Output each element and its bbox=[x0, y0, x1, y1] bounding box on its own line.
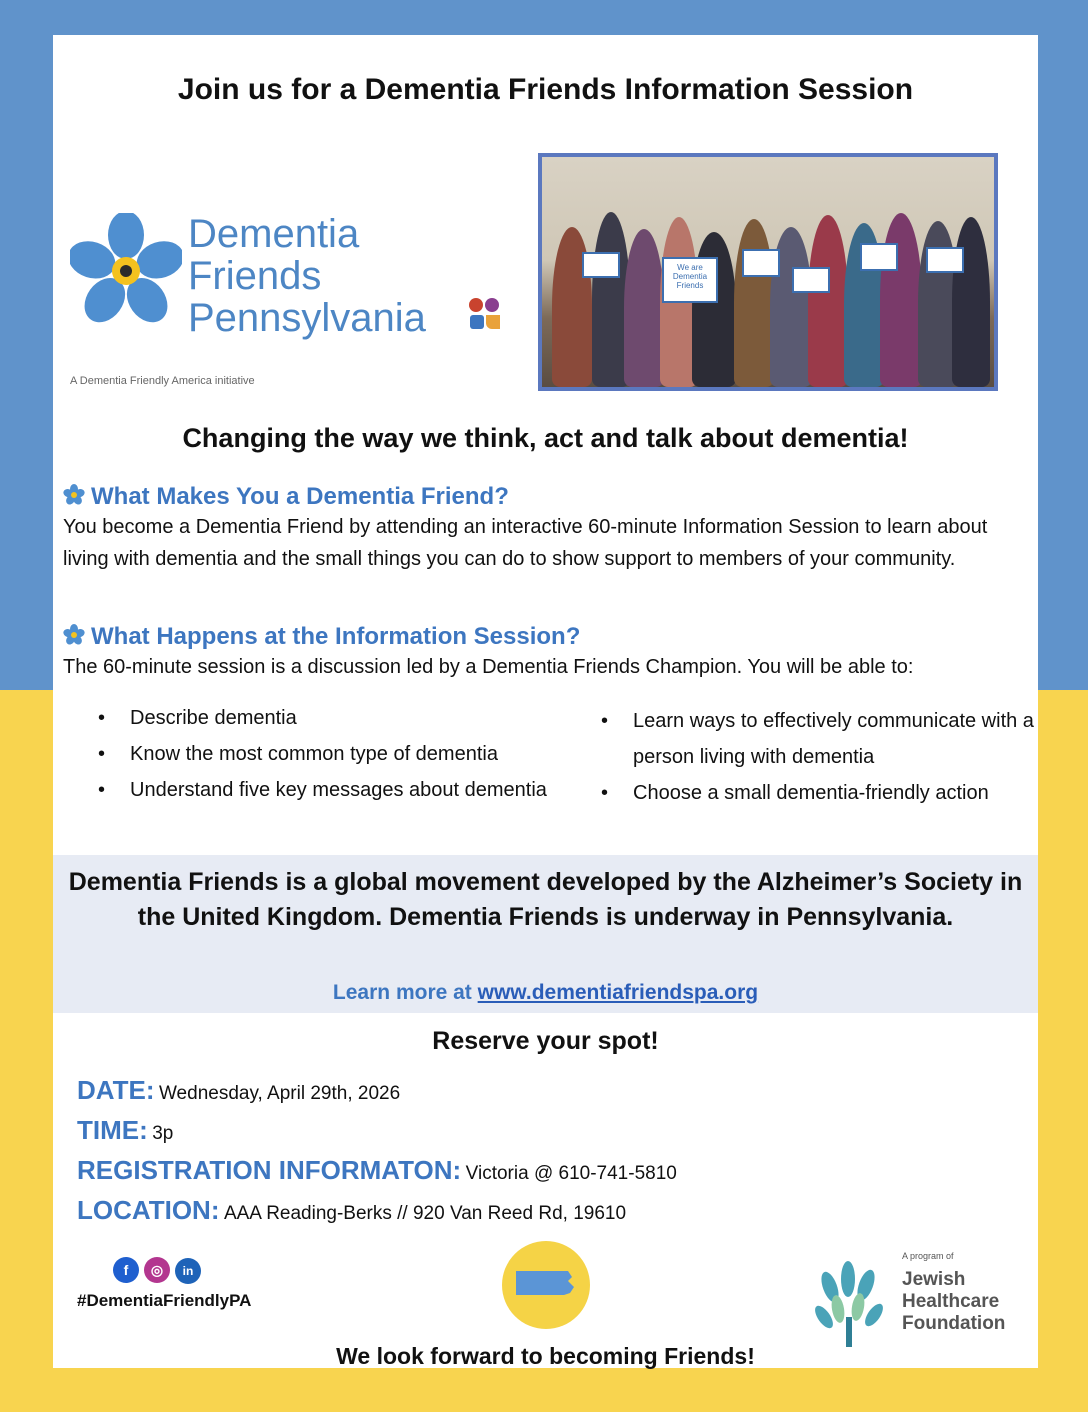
pennsylvania-map-icon bbox=[502, 1241, 590, 1329]
section1-heading: What Makes You a Dementia Friend? bbox=[91, 483, 509, 510]
bullet-list-left bbox=[98, 700, 568, 808]
logo-wordmark bbox=[188, 213, 426, 339]
detail-location bbox=[77, 1195, 626, 1226]
group-photo bbox=[538, 153, 998, 391]
date-label: DATE: bbox=[77, 1075, 155, 1105]
info-band bbox=[53, 855, 1038, 1013]
section1-body: You become a Dementia Friend by attending an interactive 60-minute Information Session to learn about living with dementia and the small things you can do to show support to members of your community. bbox=[63, 516, 988, 570]
list-item: • Understand five key messages about dementia bbox=[98, 772, 568, 808]
band-text: Dementia Friends is a global movement developed by the Alzheimer’s Society in the United Kingdom. Dementia Friends is underway in Pennsylvania. bbox=[68, 868, 1023, 931]
section2-body: The 60-minute session is a discussion led by a Dementia Friends Champion. You will be able to: bbox=[63, 656, 914, 678]
section-what-makes-friend bbox=[63, 483, 1028, 575]
learn-more bbox=[53, 981, 1038, 1005]
jhf-line2: Healthcare bbox=[902, 1291, 1000, 1312]
registration-label: REGISTRATION INFORMATON: bbox=[77, 1155, 462, 1185]
list-item: • Choose a small dementia-friendly action bbox=[601, 775, 1038, 811]
list-item: • Know the most common type of dementia bbox=[98, 736, 568, 772]
photo-sign: We are Dementia Friends bbox=[662, 257, 718, 303]
learn-more-prefix: Learn more at bbox=[332, 981, 478, 1004]
list-item: • Describe dementia bbox=[98, 700, 568, 736]
closing-line: We look forward to becoming Friends! bbox=[336, 1343, 755, 1369]
section1-heading-row bbox=[63, 483, 1028, 511]
small-flower-icon bbox=[63, 624, 85, 646]
pennsylvania-badge bbox=[502, 1241, 590, 1329]
date-value: Wednesday, April 29th, 2026 bbox=[158, 1083, 401, 1104]
jhf-logo bbox=[810, 1251, 1030, 1351]
location-value: AAA Reading-Berks // 920 Van Reed Rd, 19610 bbox=[223, 1203, 627, 1224]
detail-date bbox=[77, 1075, 400, 1106]
jhf-small: A program of bbox=[902, 1251, 954, 1261]
section2-heading-row bbox=[63, 623, 1038, 651]
logo-line-friends: Friends bbox=[188, 254, 322, 298]
flyer-sheet bbox=[53, 35, 1038, 1368]
forget-me-not-flower-icon bbox=[70, 213, 182, 325]
time-value: 3p bbox=[152, 1123, 174, 1144]
jhf-line1: Jewish bbox=[902, 1269, 966, 1290]
logo-subtitle: A Dementia Friendly America initiative bbox=[70, 375, 255, 387]
detail-time bbox=[77, 1115, 173, 1146]
tagline: Changing the way we think, act and talk about dementia! bbox=[182, 423, 909, 453]
facebook-icon[interactable]: f bbox=[113, 1257, 139, 1283]
logo-line-pennsylvania: Pennsylvania bbox=[188, 296, 426, 340]
bullet-list-right bbox=[601, 703, 1038, 811]
page-title: Join us for a Dementia Friends Information Session bbox=[177, 73, 914, 106]
list-item: • Learn ways to effectively communicate with a person living with dementia bbox=[601, 703, 1038, 775]
linkedin-icon[interactable]: in bbox=[175, 1258, 201, 1284]
instagram-icon[interactable]: ◎ bbox=[144, 1257, 170, 1283]
social-icons bbox=[113, 1257, 206, 1284]
website-link[interactable]: www.dementiafriendspa.org bbox=[477, 981, 759, 1004]
dementia-friends-logo bbox=[70, 205, 515, 395]
small-flower-icon bbox=[63, 484, 85, 506]
logo-line-dementia: Dementia bbox=[188, 212, 360, 256]
dfa-mark-icon bbox=[468, 297, 508, 331]
leaf-logo-icon bbox=[810, 1257, 890, 1349]
jhf-line3: Foundation bbox=[902, 1313, 1006, 1334]
section-what-happens bbox=[63, 623, 1038, 683]
jhf-name bbox=[902, 1269, 1005, 1335]
section2-heading: What Happens at the Information Session? bbox=[91, 623, 581, 650]
reserve-heading: Reserve your spot! bbox=[432, 1027, 659, 1055]
registration-value: Victoria @ 610-741-5810 bbox=[465, 1163, 677, 1184]
detail-registration bbox=[77, 1155, 677, 1186]
location-label: LOCATION: bbox=[77, 1195, 220, 1225]
hashtag: #DementiaFriendlyPA bbox=[77, 1291, 252, 1310]
time-label: TIME: bbox=[77, 1115, 148, 1145]
